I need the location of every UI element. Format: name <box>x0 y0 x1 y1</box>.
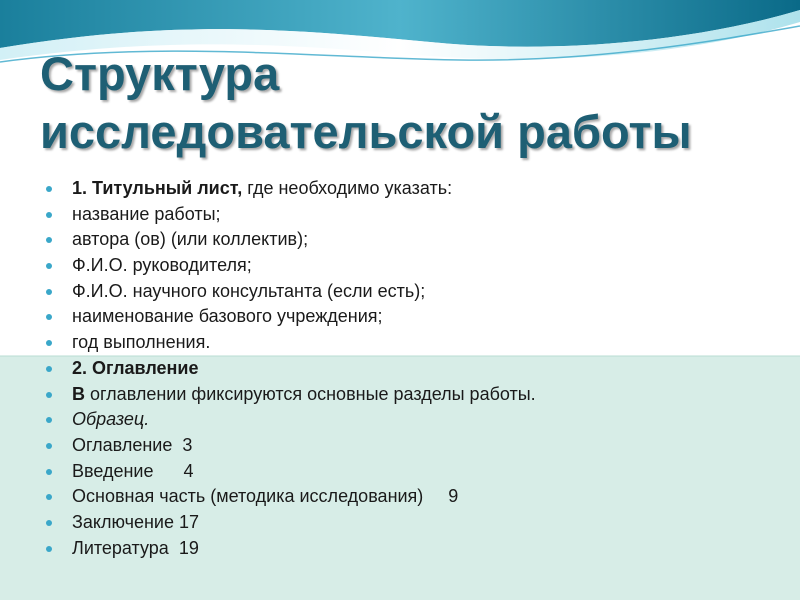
list-item <box>42 510 536 536</box>
bullet-dot <box>46 546 52 552</box>
slide-title <box>40 45 692 161</box>
list-item <box>42 356 536 382</box>
item-text: Оглавление 3 <box>72 434 193 455</box>
list-item <box>42 382 536 408</box>
list-item <box>42 407 536 433</box>
bullet-dot <box>46 263 52 269</box>
bullet-dot <box>46 366 52 372</box>
item-text: год выполнения. <box>72 332 211 353</box>
title-line-1: Структура <box>40 47 280 100</box>
list-item <box>42 433 536 459</box>
item-text: Введение 4 <box>72 460 194 481</box>
item-bold-text: 1. Титульный лист, <box>72 178 243 198</box>
bullet-dot <box>46 417 52 423</box>
item-text: Заключение 17 <box>72 511 199 532</box>
item-text: Литература 19 <box>72 537 199 558</box>
bullet-dot <box>46 340 52 346</box>
bullet-dot <box>46 212 52 218</box>
item-text: Ф.И.О. научного консультанта (если есть); <box>72 280 426 301</box>
title-line-2: исследовательской работы <box>40 105 692 158</box>
list-item <box>42 536 536 562</box>
bullet-dot <box>46 289 52 295</box>
bullet-dot <box>46 443 52 449</box>
list-item <box>42 459 536 485</box>
list-item <box>42 176 536 202</box>
item-text: Ф.И.О. руководителя; <box>72 255 252 276</box>
item-text: автора (ов) (или коллектив); <box>72 229 309 250</box>
item-text: Основная часть (методика исследования) 9 <box>72 486 459 507</box>
item-bold-text: 2. Оглавление <box>72 357 199 378</box>
bullet-dot <box>46 186 52 192</box>
item-bold-text: В <box>72 383 85 404</box>
item-text: Образец. <box>72 409 150 430</box>
bullet-dot <box>46 469 52 475</box>
bullet-dot <box>46 314 52 320</box>
item-text: оглавлении фиксируются основные разделы работы. <box>85 383 536 404</box>
list-item <box>42 330 536 356</box>
list-item <box>42 253 536 279</box>
list-item <box>42 227 536 253</box>
bullet-list <box>42 176 536 561</box>
list-item <box>42 484 536 510</box>
bullet-dot <box>46 392 52 398</box>
bullet-dot <box>46 237 52 243</box>
list-item <box>42 279 536 305</box>
item-text: наименование базового учреждения; <box>72 306 383 327</box>
bullet-dot <box>46 520 52 526</box>
item-text: название работы; <box>72 203 221 224</box>
item-text: где необходимо указать: <box>242 178 453 198</box>
list-item <box>42 304 536 330</box>
bullet-dot <box>46 494 52 500</box>
list-item <box>42 202 536 228</box>
